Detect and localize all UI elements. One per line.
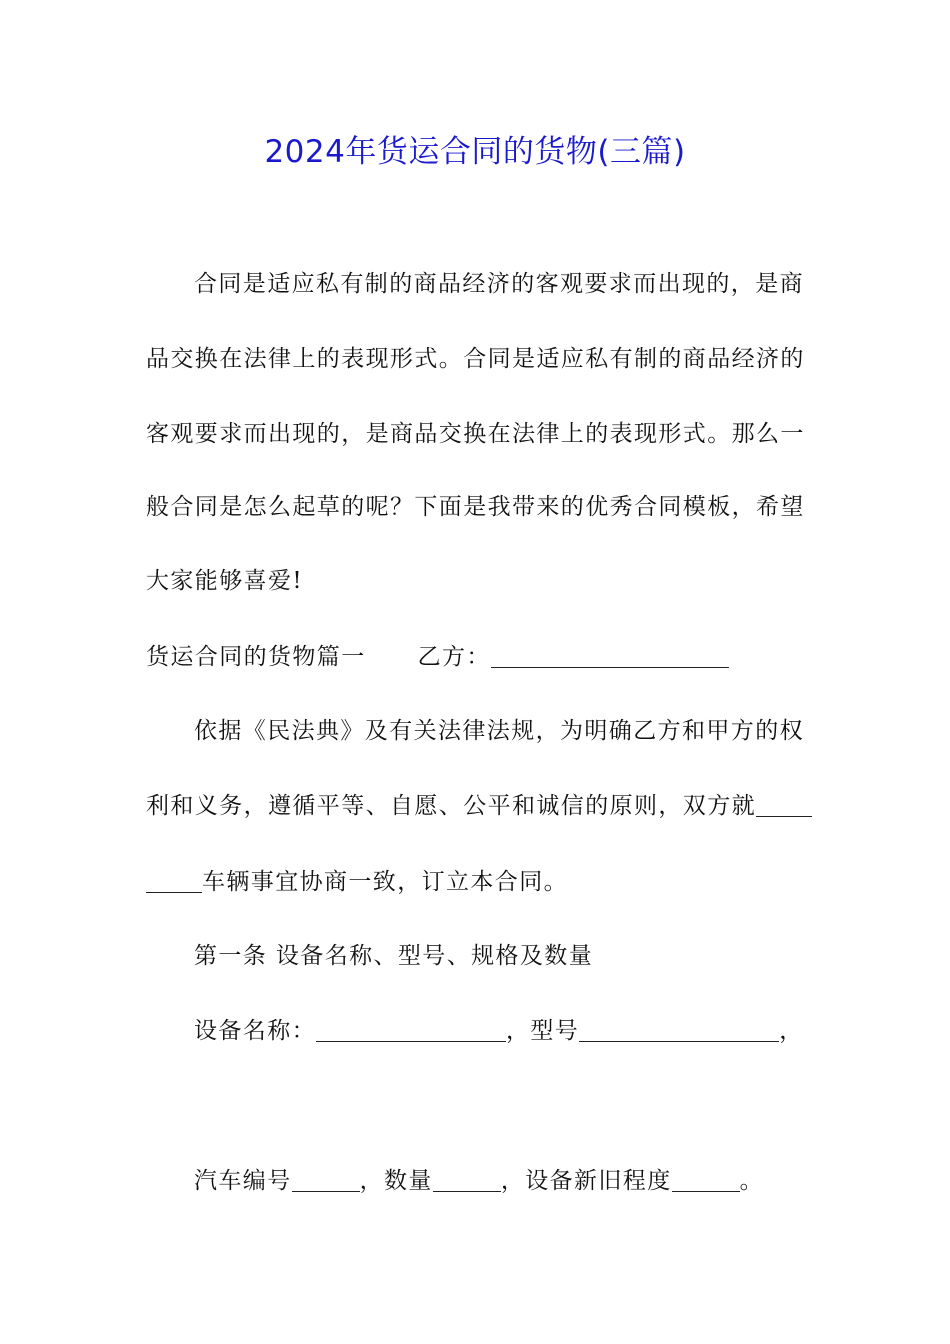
preamble-line-3: 车辆事宜协商一致，订立本合同。 bbox=[202, 869, 568, 895]
article-1-heading: 第一条 设备名称、型号、规格及数量 bbox=[194, 943, 594, 969]
condition-label: ，设备新旧程度 bbox=[500, 1168, 672, 1194]
preamble-line-2-row bbox=[146, 786, 816, 826]
section-heading-row bbox=[146, 637, 816, 677]
preamble-line-3-row bbox=[146, 862, 816, 902]
model-end: ， bbox=[779, 1018, 804, 1044]
intro-line-1: 合同是适应私有制的商品经济的客观要求而出现的，是商 bbox=[194, 271, 804, 297]
quantity-blank bbox=[433, 1169, 501, 1192]
subject-blank-2 bbox=[146, 870, 202, 893]
intro-line-5: 大家能够喜爱! bbox=[146, 568, 304, 594]
document-title: 2024年货运合同的货物(三篇) bbox=[264, 134, 686, 170]
model-label: ，型号 bbox=[506, 1018, 580, 1044]
section-heading: 货运合同的货物篇一 bbox=[146, 644, 366, 670]
intro-line-3: 客观要求而出现的，是商品交换在法律上的表现形式。那么一 bbox=[146, 421, 805, 447]
quantity-label: ，数量 bbox=[359, 1168, 433, 1194]
vehicle-number-blank bbox=[292, 1169, 360, 1192]
intro-line-4: 般合同是怎么起草的呢？下面是我带来的优秀合同模板，希望 bbox=[146, 494, 805, 520]
vehicle-row bbox=[194, 1161, 864, 1201]
subject-blank-1 bbox=[756, 794, 812, 817]
intro-line-2: 品交换在法律上的表现形式。合同是适应私有制的商品经济的 bbox=[146, 346, 805, 372]
model-blank bbox=[579, 1019, 779, 1042]
vehicle-number-label: 汽车编号 bbox=[194, 1168, 292, 1194]
equipment-name-blank bbox=[316, 1019, 506, 1042]
preamble-line-1: 依据《民法典》及有关法律法规，为明确乙方和甲方的权 bbox=[194, 718, 804, 744]
condition-blank bbox=[672, 1169, 740, 1192]
equipment-row bbox=[194, 1011, 864, 1051]
preamble-line-2: 利和义务，遵循平等、自愿、公平和诚信的原则，双方就 bbox=[146, 793, 756, 819]
end-mark: 。 bbox=[739, 1168, 765, 1194]
party-b-blank bbox=[491, 645, 729, 668]
equipment-name-label: 设备名称： bbox=[194, 1018, 316, 1044]
party-b-label: 乙方： bbox=[417, 644, 491, 670]
